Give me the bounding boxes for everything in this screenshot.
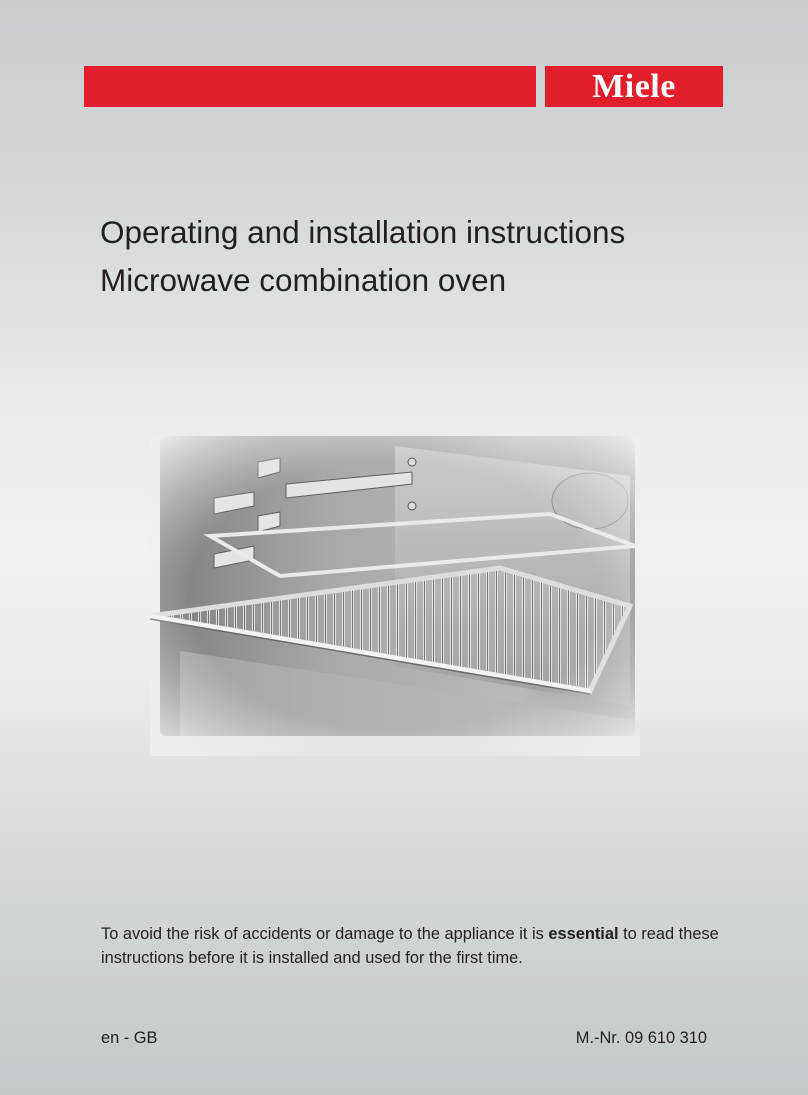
language-code: en - GB — [101, 1029, 158, 1047]
notice-text-before: To avoid the risk of accidents or damage to the appliance it is — [101, 925, 549, 944]
title-line-2: Microwave combination oven — [100, 262, 507, 298]
safety-notice — [101, 922, 721, 970]
notice-text-after: to read these instructions before it is installed and used for the first time. — [101, 925, 719, 968]
brand-red-bar — [84, 66, 536, 107]
document-title — [100, 208, 625, 304]
oven-interior-image — [150, 436, 640, 756]
miele-logo: Miele — [545, 66, 723, 107]
notice-emphasis: essential — [548, 925, 619, 944]
title-line-1: Operating and installation instructions — [100, 214, 626, 250]
material-number: M.-Nr. 09 610 310 — [575, 1029, 707, 1047]
